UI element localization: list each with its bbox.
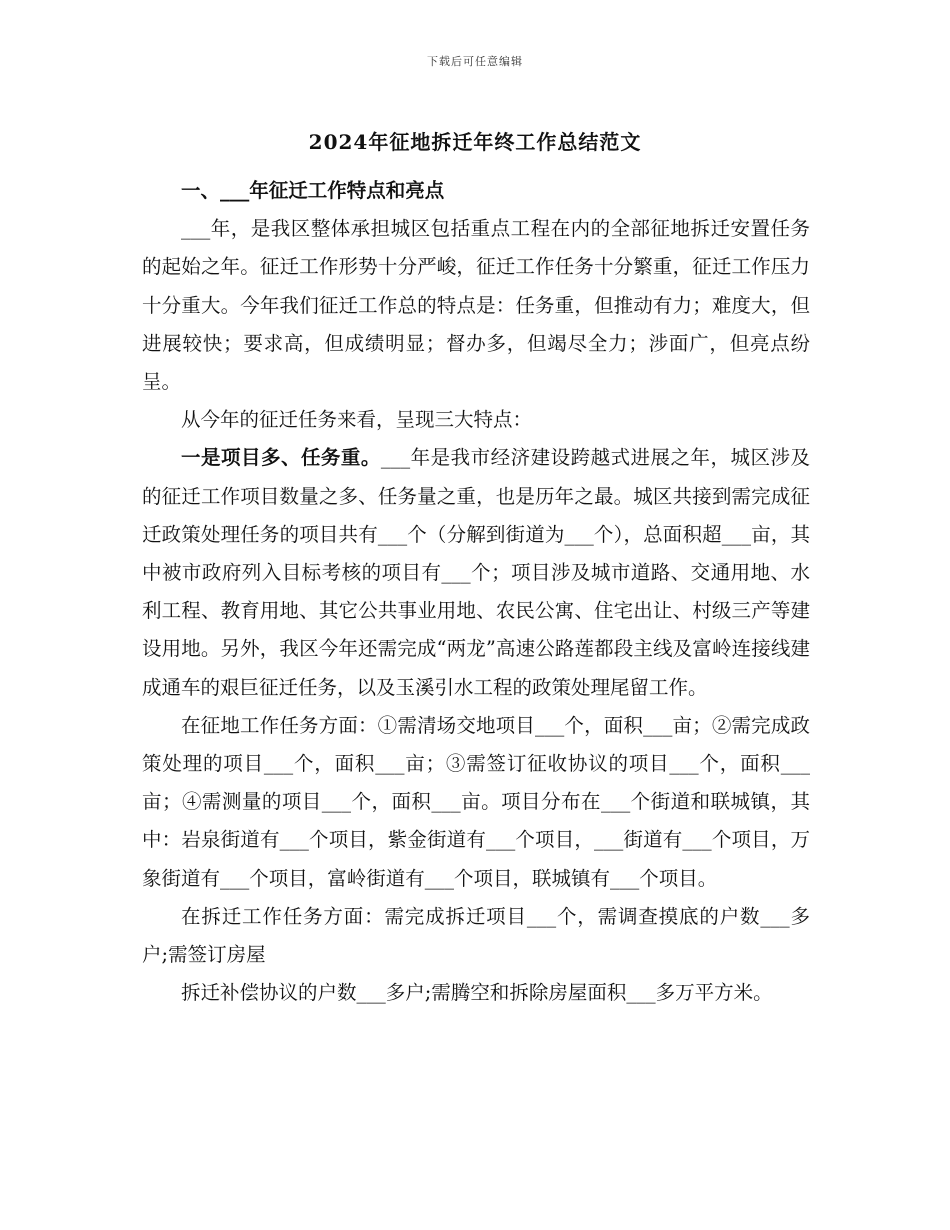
paragraph-5: 在拆迁工作任务方面：需完成拆迁项目___个，需调查摸底的户数___多户;需签订房屋 xyxy=(142,904,810,967)
paragraph-6: 拆迁补偿协议的户数___多户;需腾空和拆除房屋面积___多万平方米。 xyxy=(181,981,773,1005)
document-title: 2024年征地拆迁年终工作总结范文 xyxy=(308,130,642,154)
paragraph-3-lead: 一是项目多、任务重。 xyxy=(181,446,381,470)
paragraph-3 xyxy=(142,439,810,706)
page-header: 下载后可任意编辑 xyxy=(427,55,523,68)
section-heading: 一、___年征迁工作特点和亮点 xyxy=(181,179,445,202)
paragraph-2: 从今年的征迁任务来看，呈现三大特点： xyxy=(181,408,533,432)
paragraph-3-text: ___年是我市经济建设跨越式进展之年，城区涉及的征迁工作项目数量之多、任务量之重，也是历年之最。城区共接到需完成征迁政策处理任务的项目共有___个（分解到街道为___个），总面积超___亩，其中被市政府列入目标考核的项目有___个；项目涉及城市道路、交通用地、水利工程、教育用地、其它公共事业用地、农民公寓、住宅出让、村级三产等建设用地。另外，我区今年还需完成“两龙”高速公路莲都段主线及富岭连接线建成通车的艰巨征迁任务，以及玉溪引水工程的政策处理尾留工作。 xyxy=(142,446,810,699)
paragraph-1: ___年，是我区整体承担城区包括重点工程在内的全部征地拆迁安置任务的起始之年。征迁工作形势十分严峻，征迁工作任务十分繁重，征迁工作压力十分重大。今年我们征迁工作总的特点是：任务重，但推动有力；难度大，但进展较快；要求高，但成绩明显；督办多，但竭尽全力；涉面广，但亮点纷呈。 xyxy=(142,217,810,394)
document-body xyxy=(142,172,810,1012)
paragraph-4: 在征地工作任务方面：①需清场交地项目___个，面积___亩；②需完成政策处理的项目___个，面积___亩；③需签订征收协议的项目___个，面积___亩；④需测量的项目___个，面积___亩。项目分布在___个街道和联城镇，其中：岩泉街道有___个项目，紫金街道有___个项目，___街道有___个项目，万象街道有___个项目，富岭街道有___个项目，联城镇有___个项目。 xyxy=(142,713,810,890)
